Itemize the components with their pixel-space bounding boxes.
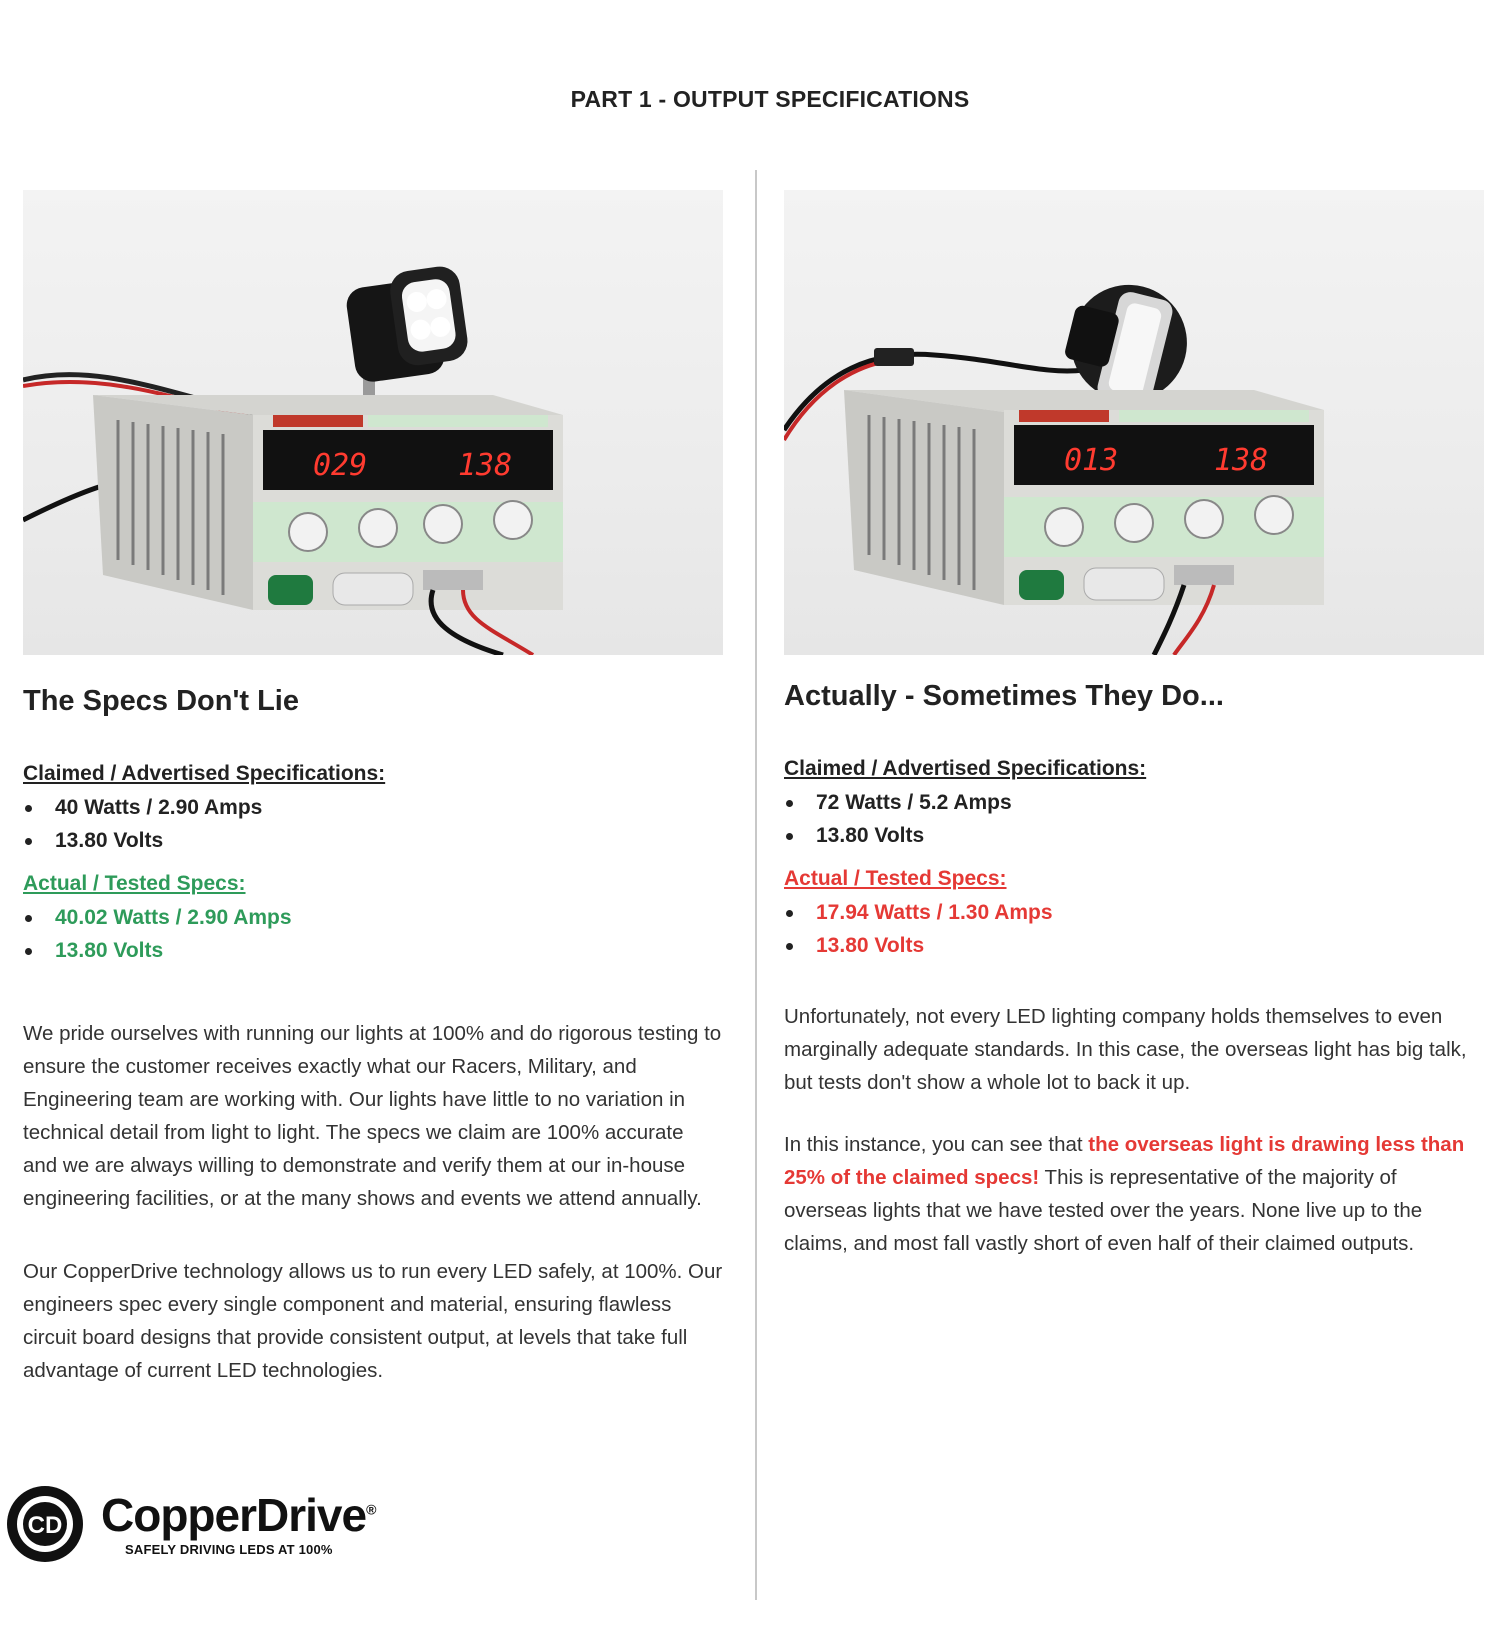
copperdrive-mark-icon: [5, 1484, 85, 1564]
right-paragraph-2: [784, 1128, 1484, 1260]
copperdrive-mark-letters: CD: [27, 1512, 63, 1539]
right-heading: Actually - Sometimes They Do...: [784, 680, 1224, 712]
left-paragraph-1: We pride ourselves with running our lights at 100% and do rigorous testing to ensure the customer receives exactly what our Racers, Military, and Engineering team are working with. Our lights have little to no variation in technical detail from light to light. The specs we claim are 100% accurate and we are always willing to demonstrate and verify them at our in-house engineering facilities, or at the many shows and events we attend annually.: [23, 1022, 722, 1210]
left-readout-current: 029: [313, 448, 368, 483]
list-item: 17.94 Watts / 1.30 Amps: [784, 896, 1053, 929]
left-actual-label: Actual / Tested Specs:: [23, 872, 246, 895]
list-item: 40.02 Watts / 2.90 Amps: [23, 901, 292, 934]
list-item: 13.80 Volts: [784, 819, 1012, 852]
copperdrive-wordmark: [101, 1488, 375, 1542]
copperdrive-tagline: SAFELY DRIVING LEDS AT 100%: [125, 1542, 333, 1557]
left-claimed-label: Claimed / Advertised Specifications:: [23, 762, 386, 785]
list-item: 40 Watts / 2.90 Amps: [23, 791, 262, 824]
left-paragraph-2: Our CopperDrive technology allows us to run every LED safely, at 100%. Our engineers spec every single component and material, ensuring flawless circuit board designs that provide consistent output, at levels that take full advantage of current LED technologies.: [23, 1260, 723, 1382]
list-item: 13.80 Volts: [23, 824, 262, 857]
list-item: 72 Watts / 5.2 Amps: [784, 786, 1012, 819]
list-item: 13.80 Volts: [784, 929, 1053, 962]
right-paragraph-2-start: In this instance, you can see that: [784, 1133, 1089, 1156]
column-divider: [755, 170, 757, 1600]
right-claimed-label: Claimed / Advertised Specifications:: [784, 757, 1147, 780]
left-actual-list: [23, 901, 292, 967]
page-title: PART 1 - OUTPUT SPECIFICATIONS: [570, 86, 970, 112]
list-item: 13.80 Volts: [23, 934, 292, 967]
copperdrive-logo: [5, 1484, 385, 1566]
left-heading: The Specs Don't Lie: [23, 685, 299, 717]
left-readout-voltage: 138: [458, 448, 513, 483]
brand-name: CopperDrive: [101, 1489, 367, 1541]
power-supply-photo-left: [23, 190, 723, 655]
right-paragraph-2-end: This is representative of the majority of overseas lights that we have tested over the years. None live up to the claims, and most fall vastly short of even half of their claimed outputs.: [784, 1166, 1423, 1255]
right-claimed-list: [784, 786, 1012, 852]
right-readout-current: 013: [1064, 443, 1119, 478]
right-actual-list: [784, 896, 1053, 962]
right-paragraph-2-highlight: the overseas light is drawing less than 25% of the claimed specs!: [784, 1133, 1465, 1189]
left-claimed-list: [23, 791, 262, 857]
right-readout-voltage: 138: [1214, 443, 1269, 478]
right-paragraph-1: Unfortunately, not every LED lighting company holds themselves to even marginally adequate standards. In this case, the overseas light has big talk, but tests don't show a whole lot to back it up.: [784, 1005, 1467, 1094]
right-actual-label: Actual / Tested Specs:: [784, 867, 1007, 890]
power-supply-photo-right: [784, 190, 1484, 655]
trademark-symbol: ®: [366, 1501, 376, 1518]
